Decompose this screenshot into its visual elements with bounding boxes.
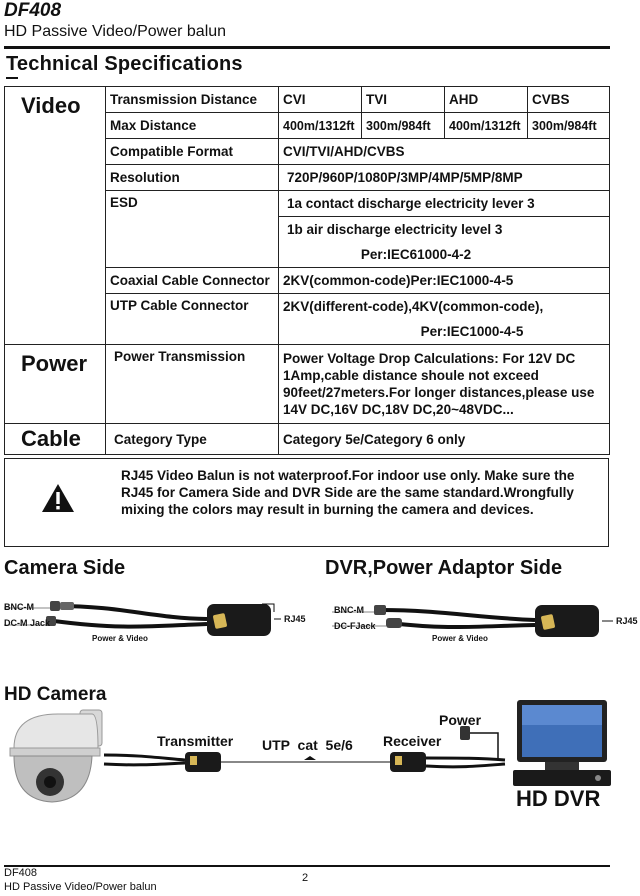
power-plug-icon: [460, 726, 470, 740]
power-video-label: Power & Video: [432, 634, 488, 643]
receiver-label: Receiver: [383, 733, 442, 749]
connection-diagram: [0, 700, 640, 865]
dvr-monitor-icon: [513, 700, 611, 786]
max-distance-cvbs: 300m/984ft: [528, 113, 610, 139]
spec-value: Per:IEC61000-4-2: [279, 242, 610, 268]
utp-cable-label: UTP cat 5e/6: [262, 737, 353, 753]
category-cable: Cable: [5, 424, 106, 455]
table-row: [5, 87, 610, 113]
spec-label: Max Distance: [106, 113, 279, 139]
table-row: [5, 424, 610, 455]
spec-value: 2KV(common-code)Per:IEC1000-4-5: [279, 268, 610, 294]
format-header: AHD: [445, 87, 528, 113]
footer-subtitle: HD Passive Video/Power balun: [4, 881, 157, 893]
model-number: DF408: [4, 0, 62, 21]
spec-label: Compatible Format: [106, 139, 279, 165]
spec-label: ESD: [106, 191, 279, 268]
dc-m-jack-label: DC-M Jack: [4, 618, 51, 628]
header-divider: [4, 46, 610, 49]
warning-triangle-icon: [41, 483, 75, 513]
dvr-side-title: DVR,Power Adaptor Side: [325, 557, 563, 579]
footer-divider: [4, 865, 610, 867]
format-header: CVI: [279, 87, 362, 113]
spec-label: Power Transmission: [106, 345, 279, 424]
category-video: Video: [5, 87, 106, 345]
footer-model: DF408: [4, 867, 38, 879]
power-video-label: Power & Video: [92, 634, 148, 643]
spec-label: UTP Cable Connector: [106, 294, 279, 345]
spec-value: Per:IEC1000-4-5: [279, 319, 610, 345]
spec-value: Power Voltage Drop Calculations: For 12V DC 1Amp,cable distance shoule not exceed 90feet/27meters.For longer distances,please use 14V DC,16V DC,18V DC,20~48VDC...: [279, 345, 610, 424]
spec-label: Category Type: [106, 424, 279, 455]
spec-label: Transmission Distance: [106, 87, 279, 113]
spec-value: 1a contact discharge electricity lever 3: [279, 191, 610, 217]
spec-label: Coaxial Cable Connector: [106, 268, 279, 294]
camera-side-title: Camera Side: [4, 557, 126, 579]
dc-f-jack-label: DC-FJack: [334, 621, 376, 631]
max-distance-ahd: 400m/1312ft: [445, 113, 528, 139]
rj45-label: RJ45: [616, 616, 638, 626]
spec-label: Resolution: [106, 165, 279, 191]
spec-value: Category 5e/Category 6 only: [279, 424, 610, 455]
bnc-m-label: BNC-M: [4, 602, 34, 612]
section-title-underline: [6, 77, 18, 79]
page-number: 2: [302, 872, 309, 884]
spec-value: 1b air discharge electricity level 3: [279, 217, 610, 243]
notice-text: RJ45 Video Balun is not waterproof.For indoor use only. Make sure the RJ45 for Camera Side and DVR Side are the same standard.Wrongfully mixing the colors may result in burning the camera and devices.: [121, 468, 575, 517]
rj45-label: RJ45: [284, 614, 306, 624]
spec-table: [4, 86, 610, 455]
table-row: [5, 345, 610, 424]
spec-value: CVI/TVI/AHD/CVBS: [279, 139, 610, 165]
spec-value: 720P/960P/1080P/3MP/4MP/5MP/8MP: [279, 165, 610, 191]
power-label: Power: [439, 712, 482, 728]
max-distance-cvi: 400m/1312ft: [279, 113, 362, 139]
warning-notice: [4, 458, 609, 547]
format-header: CVBS: [528, 87, 610, 113]
spec-value: 2KV(different-code),4KV(common-code),: [279, 294, 610, 320]
hd-camera-label: HD Camera: [4, 684, 107, 705]
hd-dvr-label: HD DVR: [516, 786, 601, 811]
format-header: TVI: [362, 87, 445, 113]
category-power: Power: [5, 345, 106, 424]
transmitter-label: Transmitter: [157, 733, 234, 749]
section-title: Technical Specifications: [6, 53, 243, 75]
dome-camera-icon: [10, 710, 102, 802]
document-subtitle: HD Passive Video/Power balun: [4, 23, 227, 40]
bnc-m-label: BNC-M: [334, 605, 364, 615]
max-distance-tvi: 300m/984ft: [362, 113, 445, 139]
